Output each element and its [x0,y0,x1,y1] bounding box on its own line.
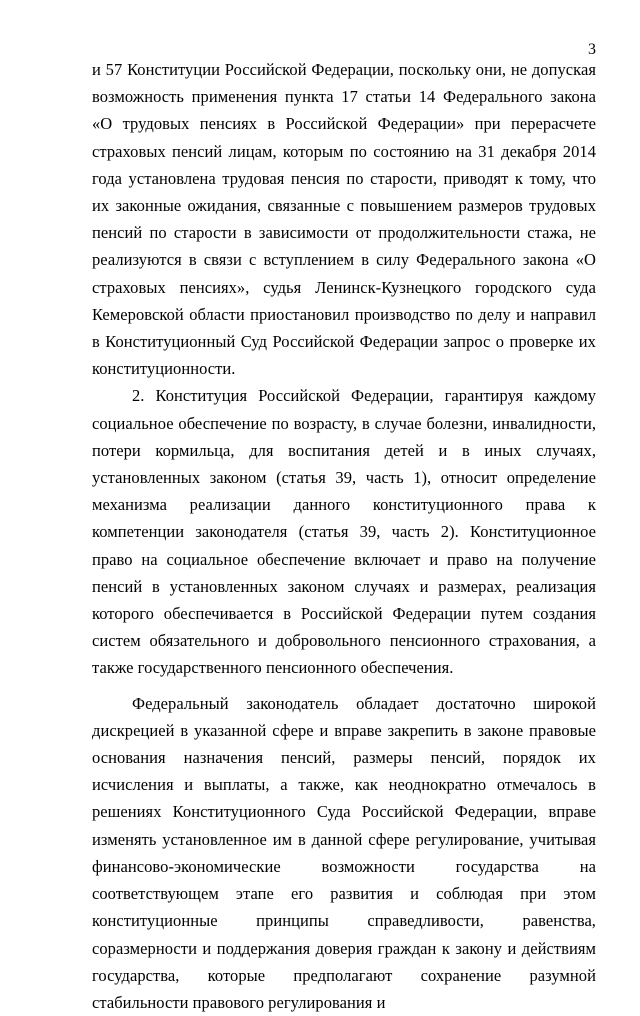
paragraph-gap [92,682,596,690]
paragraph-federal-legislator: Федеральный законодатель обладает достаточно широкой дискрецией в указанной сфере и вправе закрепить в законе правовые основания назначения пенсий, размеры пенсий, порядок их исчисления и выплаты, а также, как неоднократно отмечалось в решениях Конституционного Суда Российской Федерации, вправе изменять установленное им в данной сфере регулирование, учитывая финансово-экономические возможности государства на соответствующем этапе его развития и соблюдая при этом конституционные принципы справедливости, равенства, соразмерности и поддержания доверия граждан к закону и действиям государства, которые предполагают сохранение разумной стабильности правового регулирования и [92,693,596,1012]
paragraph-continuation: и 57 Конституции Российской Федерации, поскольку они, не допуская возможность применения пункта 17 статьи 14 Федерального закона «О трудовых пенсиях в Российской Федерации» при перерасчете страховых пенсий лицам, которым по состоянию на 31 декабря 2014 года установлена трудовая пенсия по старости, приводят к тому, что их законные ожидания, связанные с повышением размеров трудовых пенсий по старости в зависимости от продолжительности стажа, не реализуются в связи с вступлением в силу Федерального закона «О страховых пенсиях», судья Ленинск-Кузнецкого городского суда Кемеровской области приостановил производство по делу и направил в Конституционный Суд Российской Федерации запрос о проверке их конституционности. [92,60,596,379]
document-body [92,56,596,1016]
page-number: 3 [588,41,596,58]
paragraph-section-2: 2. Конституция Российской Федерации, гарантируя каждому социальное обеспечение по возрасту, в случае болезни, инвалидности, потери кормильца, для воспитания детей и в иных случаях, установленных законом (статья 39, часть 1), относит определение механизма реализации данного конституционного права к компетенции законодателя (статья 39, часть 2). Конституционное право на социальное обеспечение включает и право на получение пенсий в установленных законом случаях и размерах, реализация которого обеспечивается в Российской Федерации путем создания систем обязательного и добровольного пенсионного страхования, а также государственного пенсионного обеспечения. [92,386,596,678]
